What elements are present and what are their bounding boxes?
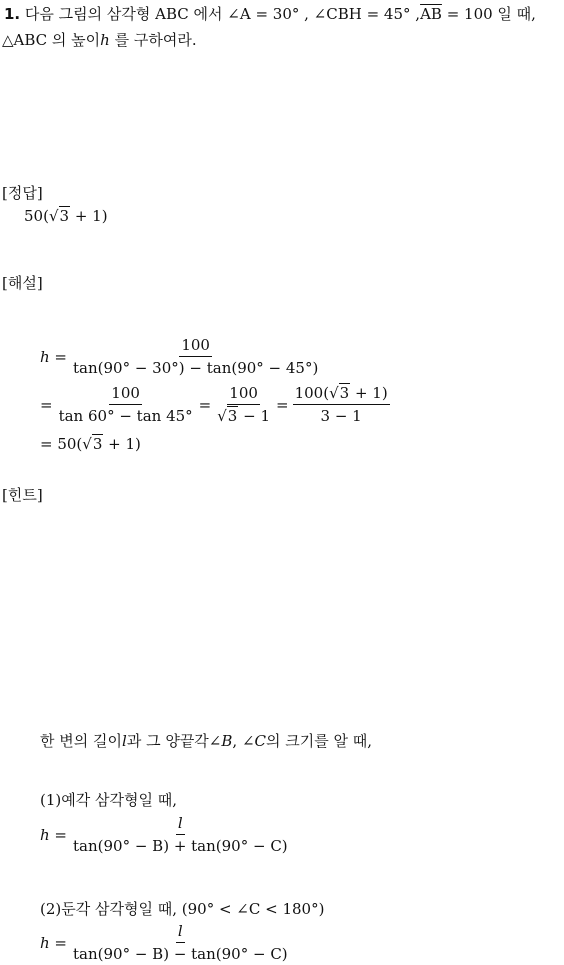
question-number: 1.: [4, 5, 21, 23]
step2-f3-numerator: [293, 384, 390, 405]
step2-f2-numerator: 100: [227, 384, 260, 405]
step2-eq2: =: [198, 395, 212, 414]
hint-header: [힌트]: [2, 486, 43, 504]
step2-eq: =: [40, 395, 53, 414]
step3-post: + 1): [103, 435, 141, 453]
case1-denominator: tan(90° − B) + tan(90° − C): [73, 837, 288, 855]
answer-value: [24, 207, 108, 225]
hint-intro-mid: 과 그 양끝각∠: [126, 732, 222, 750]
sqrt-radicand: 3: [92, 435, 103, 453]
sqrt-radicand: 3: [59, 207, 70, 225]
height-variable: h: [100, 31, 110, 49]
answer-sqrt: [49, 207, 70, 225]
hint-intro-pre: 한 변의 길이: [40, 732, 122, 750]
hint-case-1-formula: [40, 814, 294, 855]
sqrt-radicand: 3: [339, 384, 350, 402]
step2-f2-denominator: [215, 405, 272, 425]
question-text-2-pre: △ABC 의 높이: [2, 31, 101, 49]
case1-numerator: l: [176, 814, 185, 835]
sqrt-sign: √: [48, 207, 59, 225]
solution-step-1: [40, 336, 324, 377]
sqrt-sign: √: [329, 384, 339, 402]
step2-f3-num-post: + 1): [350, 384, 388, 402]
step3-sqrt: [82, 435, 103, 453]
step2-f3-denominator: 3 − 1: [320, 407, 362, 425]
step2-f1-denominator: tan 60° − tan 45°: [58, 407, 193, 425]
case2-denominator: tan(90° − B) − tan(90° − C): [73, 945, 288, 963]
sqrt-sign: √: [82, 435, 92, 453]
sqrt-radicand: 3: [227, 407, 238, 425]
solution-step-3: [40, 435, 141, 453]
question-line-2: [2, 30, 197, 50]
hint-intro-comma: , ∠: [232, 732, 255, 750]
answer-value-pre: 50(: [24, 207, 49, 225]
question-text-1: 다음 그림의 삼각형 ABC 에서 ∠A = 30° , ∠CBH = 45° ,: [24, 5, 421, 23]
step2-f1-numerator: 100: [109, 384, 142, 405]
hint-intro-post: 의 크기를 알 때,: [266, 732, 373, 750]
solution-header: [해설]: [2, 274, 43, 292]
segment-ab-label: $\overline{AB}$: [420, 5, 442, 23]
step1-denominator: tan(90° − 30°) − tan(90° − 45°): [73, 359, 319, 377]
step2-eq3: =: [276, 395, 289, 414]
answer-header: [정답]: [2, 184, 43, 202]
step3-pre: = 50(: [40, 435, 83, 453]
step2-f2-sqrt: [217, 407, 238, 425]
step2-f3-sqrt: [329, 384, 350, 402]
step2-fraction-2: [215, 384, 272, 425]
hint-case-2-label: (2)둔각 삼각형일 때, (90° < ∠C < 180°): [40, 900, 325, 918]
step1-fraction: [71, 336, 320, 377]
hint-case-2-formula: [40, 922, 294, 963]
step1-lhs: h =: [40, 347, 67, 366]
step2-f2-den-post: − 1: [238, 407, 270, 425]
case1-lhs: h =: [40, 825, 67, 844]
hint-case-1-label: (1)예각 삼각형일 때,: [40, 791, 177, 809]
sqrt-sign: √: [217, 407, 227, 425]
step2-f3-num-pre: 100(: [294, 384, 330, 402]
question-text-2-post: 를 구하여라.: [109, 31, 197, 49]
case2-numerator: l: [176, 922, 185, 943]
hint-var-b: B: [221, 732, 233, 750]
solution-step-2: [40, 384, 394, 425]
case1-fraction: [71, 814, 290, 855]
answer-value-post: + 1): [70, 207, 108, 225]
question-line-1: [4, 4, 536, 24]
step2-fraction-3: [293, 384, 390, 425]
case2-lhs: h =: [40, 933, 67, 952]
hint-var-c: C: [254, 732, 266, 750]
step1-numerator: 100: [179, 336, 212, 357]
hint-intro: [40, 730, 372, 751]
hint-var-l: l: [122, 732, 127, 750]
question-text-1-end: = 100 일 때,: [441, 5, 536, 23]
step2-fraction-1: [57, 384, 195, 425]
case2-fraction: [71, 922, 290, 963]
